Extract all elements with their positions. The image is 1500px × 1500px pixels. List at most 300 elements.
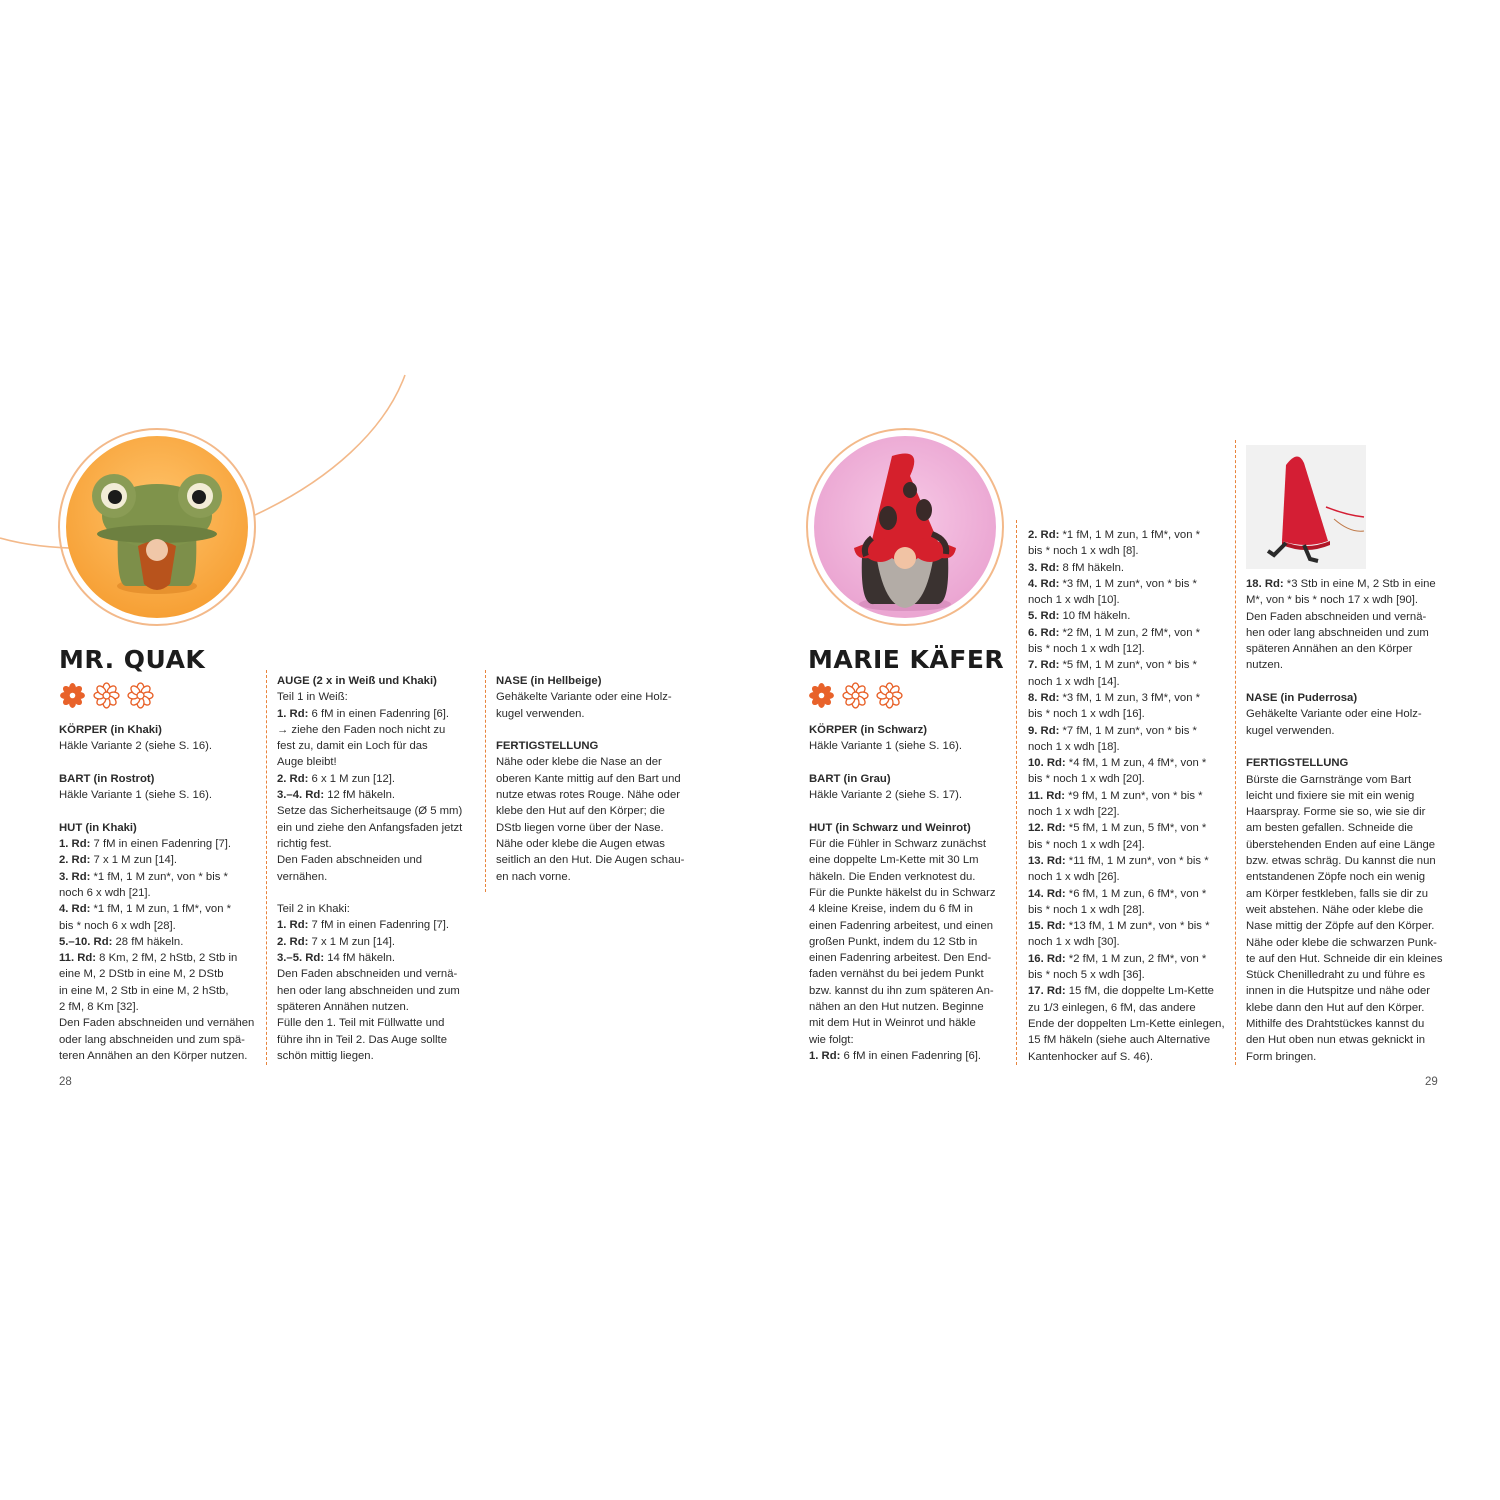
mr-quak-difficulty-rating	[59, 682, 154, 709]
line-text: 28 fM häkeln.	[112, 935, 184, 948]
round-instruction	[59, 950, 259, 966]
paragraph-gap	[1246, 739, 1446, 755]
text-line	[1028, 771, 1228, 787]
line-text: 15 fM, die doppelte Lm-Kette	[1065, 985, 1214, 998]
flower-outline-icon	[842, 682, 869, 709]
text-line	[1246, 625, 1446, 641]
line-text: bis * noch 1 x wdh [8].	[1028, 545, 1139, 558]
marie-kaefer-difficulty-rating	[808, 682, 903, 709]
text-line	[277, 836, 477, 852]
line-text: bis * noch 1 x wdh [24].	[1028, 838, 1145, 851]
line-text: teren Annähen an den Körper nutzen.	[59, 1049, 248, 1062]
text-line	[1246, 609, 1446, 625]
round-instruction	[277, 950, 477, 966]
text-line	[1028, 837, 1228, 853]
round-label: 5.–10. Rd:	[59, 935, 113, 948]
round-label: 3.–5. Rd:	[277, 952, 325, 965]
round-label: 3. Rd:	[59, 870, 91, 883]
line-text: eine doppelte Lm-Kette mit 30 Lm	[809, 854, 979, 867]
text-line	[1246, 886, 1446, 902]
line-text: nähen an den Hut nutzen. Beginne	[809, 1001, 984, 1014]
text-line	[1246, 657, 1446, 673]
line-text: *7 fM, 1 M zun*, von * bis *	[1059, 724, 1197, 737]
round-instruction	[1028, 853, 1228, 869]
line-text: klebe dann den Hut auf den Körper.	[1246, 1001, 1425, 1014]
text-line	[1246, 772, 1446, 788]
line-text: → ziehe den Faden noch nicht zu	[277, 723, 446, 736]
section-heading: NASE (in Hellbeige)	[496, 675, 602, 687]
section-heading: NASE (in Puderrosa)	[1246, 692, 1358, 705]
line-text: Teil 2 in Khaki:	[277, 903, 350, 916]
round-instruction	[1028, 886, 1228, 902]
line-text: fest zu, damit ein Loch für das	[277, 740, 428, 753]
text-line	[59, 983, 259, 999]
line-text: oberen Kante mittig auf den Bart und	[496, 772, 681, 785]
round-label: 1. Rd:	[277, 919, 309, 932]
round-label: 12. Rd:	[1028, 822, 1066, 835]
line-text: hen oder lang abschneiden und zum	[1246, 626, 1429, 639]
line-text: *3 fM, 1 M zun, 3 fM*, von *	[1059, 691, 1201, 704]
line-text: Nähe oder klebe die Augen etwas	[496, 837, 665, 850]
line-text: *6 fM, 1 M zun, 6 fM*, von *	[1065, 887, 1207, 900]
line-text: Auge bleibt!	[277, 756, 337, 769]
round-instruction	[1028, 951, 1228, 967]
text-line	[809, 852, 1009, 868]
round-instruction	[59, 852, 259, 868]
round-label: 4. Rd:	[1028, 577, 1060, 590]
round-instruction	[1028, 608, 1228, 624]
round-label: 15. Rd:	[1028, 920, 1066, 933]
text-line	[1246, 788, 1446, 804]
text-line	[1246, 723, 1446, 739]
text-line	[1246, 1032, 1446, 1048]
line-text: bis * noch 1 x wdh [28].	[1028, 903, 1145, 916]
text-line	[1246, 853, 1446, 869]
text-line	[809, 836, 1009, 852]
round-label: 3. Rd:	[1028, 561, 1060, 574]
column-divider	[266, 670, 267, 1065]
round-instruction	[1028, 576, 1228, 592]
text-line	[496, 787, 696, 803]
round-instruction	[1028, 755, 1228, 771]
text-line	[1246, 967, 1446, 983]
text-line	[277, 754, 477, 770]
line-text: te auf den Hut. Schneide dir ein kleines	[1246, 952, 1443, 965]
text-line	[1246, 1016, 1446, 1032]
marie-kaefer-column-2	[1028, 527, 1228, 1065]
paragraph-gap	[1246, 674, 1446, 690]
line-text: 7 x 1 M zun [14].	[308, 935, 396, 948]
text-line	[496, 754, 696, 770]
text-line	[277, 722, 477, 738]
line-text: noch 1 x wdh [10].	[1028, 594, 1120, 607]
text-line	[809, 934, 1009, 950]
line-text: DStb liegen vorne über der Nase.	[496, 821, 664, 834]
round-label: 14. Rd:	[1028, 887, 1066, 900]
line-text: mit dem Hut in Weinrot und häkle	[809, 1017, 976, 1030]
flower-outline-icon	[127, 682, 154, 709]
text-line	[277, 852, 477, 868]
text-line	[277, 803, 477, 819]
text-line	[1028, 967, 1228, 983]
text-line	[277, 1032, 477, 1048]
text-line	[496, 803, 696, 819]
round-instruction	[809, 1048, 1009, 1064]
mr-quak-photo	[66, 436, 248, 618]
line-text: oder lang abschneiden und zum spä-	[59, 1033, 245, 1046]
line-text: *2 fM, 1 M zun, 2 fM*, von *	[1059, 626, 1201, 639]
text-line	[809, 1015, 1009, 1031]
line-text: Kantenhocker auf S. 46).	[1028, 1050, 1153, 1063]
text-line	[809, 966, 1009, 982]
line-text: späteren Annähen nutzen.	[277, 1000, 409, 1013]
text-line	[59, 1032, 259, 1048]
line-text: *3 fM, 1 M zun*, von * bis *	[1059, 577, 1197, 590]
line-text: in eine M, 2 Stb in eine M, 2 hStb,	[59, 984, 229, 997]
text-line	[809, 1032, 1009, 1048]
line-text: kugel verwenden.	[496, 707, 585, 720]
text-line	[1246, 820, 1446, 836]
line-text: vernähen.	[277, 870, 328, 883]
line-text: innen in die Hutspitze und nähe oder	[1246, 985, 1431, 998]
text-line	[1028, 1049, 1228, 1065]
line-text: Mithilfe des Drahtstückes kannst du	[1246, 1018, 1425, 1031]
line-text: einen Fadenring arbeitest, und einen	[809, 919, 994, 932]
line-text: *5 fM, 1 M zun*, von * bis *	[1059, 659, 1197, 672]
round-label: 9. Rd:	[1028, 724, 1060, 737]
round-label: 3.–4. Rd:	[277, 789, 325, 802]
paragraph-gap	[59, 755, 259, 771]
text-line	[1028, 674, 1228, 690]
line-text: *2 fM, 1 M zun, 2 fM*, von *	[1065, 952, 1207, 965]
section-heading: KÖRPER (in Khaki)	[59, 724, 162, 736]
line-text: bis * noch 1 x wdh [12].	[1028, 643, 1145, 656]
section-heading: HUT (in Khaki)	[59, 821, 137, 834]
round-instruction	[59, 836, 259, 852]
round-label: 1. Rd:	[59, 838, 91, 851]
round-instruction	[1028, 560, 1228, 576]
line-text: kugel verwenden.	[1246, 724, 1335, 737]
round-instruction	[277, 917, 477, 933]
paragraph-gap	[809, 803, 1009, 819]
text-line	[1028, 869, 1228, 885]
line-text: bis * noch 1 x wdh [16].	[1028, 708, 1145, 721]
line-text: noch 1 x wdh [18].	[1028, 740, 1120, 753]
round-instruction	[1028, 983, 1228, 999]
line-text: häkeln. Die Enden verknotest du.	[809, 870, 976, 883]
flower-outline-icon	[93, 682, 120, 709]
text-line	[496, 836, 696, 852]
text-line	[1028, 543, 1228, 559]
marie-kaefer-column-3	[1246, 576, 1446, 1065]
line-text: en nach vorne.	[496, 870, 571, 883]
line-text: noch 1 x wdh [30].	[1028, 936, 1120, 949]
line-text: *1 fM, 1 M zun, 1 fM*, von *	[90, 903, 232, 916]
line-text: Nähe oder klebe die schwarzen Punk-	[1246, 936, 1437, 949]
line-text: Den Faden abschneiden und vernä-	[277, 968, 458, 981]
section-heading: KÖRPER (in Schwarz)	[809, 724, 928, 736]
round-label: 2. Rd:	[277, 772, 309, 785]
round-instruction	[1028, 657, 1228, 673]
mr-quak-photo-frame	[58, 428, 256, 626]
text-line	[496, 689, 696, 705]
section-heading: FERTIGSTELLUNG	[1246, 757, 1349, 770]
text-line	[1028, 641, 1228, 657]
round-label: 11. Rd:	[59, 952, 97, 965]
text-line	[809, 983, 1009, 999]
text-line	[1246, 902, 1446, 918]
line-text: klebe den Hut auf den Körper; die	[496, 805, 665, 818]
round-label: 2. Rd:	[277, 935, 309, 948]
line-text: bis * noch 1 x wdh [20].	[1028, 773, 1145, 786]
round-label: 13. Rd:	[1028, 854, 1066, 867]
line-text: richtig fest.	[277, 837, 332, 850]
round-label: 2. Rd:	[1028, 529, 1060, 541]
red-hat-image	[1246, 445, 1366, 569]
round-instruction	[59, 901, 259, 917]
paragraph-gap	[277, 885, 477, 901]
line-text: führe ihn in Teil 2. Das Auge sollte	[277, 1033, 447, 1046]
text-line	[277, 901, 477, 917]
line-text: 7 fM in einen Fadenring [7].	[308, 919, 450, 932]
line-text: weit abstehen. Nähe oder klebe die	[1246, 903, 1424, 916]
line-text: 2 fM, 8 Km [32].	[59, 1001, 139, 1014]
line-text: *4 fM, 1 M zun, 4 fM*, von *	[1065, 757, 1207, 770]
text-line	[496, 852, 696, 868]
line-text: bis * noch 5 x wdh [36].	[1028, 969, 1145, 982]
gnome-figure-image	[814, 436, 996, 618]
line-text: noch 1 x wdh [22].	[1028, 806, 1120, 819]
column-divider	[485, 670, 486, 892]
line-text: Häkle Variante 1 (siehe S. 16).	[809, 740, 963, 753]
line-text: Form bringen.	[1246, 1050, 1317, 1063]
line-text: Häkle Variante 2 (siehe S. 16).	[59, 740, 213, 753]
line-text: großen Punkt, indem du 12 Stb in	[809, 935, 978, 948]
text-line	[809, 787, 1009, 803]
line-text: *13 fM, 1 M zun*, von * bis *	[1065, 920, 1210, 933]
round-label: 1. Rd:	[809, 1049, 841, 1062]
line-text: *1 fM, 1 M zun*, von * bis *	[90, 870, 228, 883]
text-line	[1246, 1000, 1446, 1016]
text-line	[809, 918, 1009, 934]
line-text: 14 fM häkeln.	[324, 952, 396, 965]
line-text: seitlich an den Hut. Die Augen schau-	[496, 854, 685, 867]
line-text: wie folgt:	[809, 1033, 854, 1046]
text-line	[277, 869, 477, 885]
text-line	[1246, 804, 1446, 820]
text-line	[277, 983, 477, 999]
text-line	[1246, 837, 1446, 853]
text-line	[277, 966, 477, 982]
line-text: zu 1/3 einlegen, 6 fM, das andere	[1028, 1001, 1196, 1014]
line-text: bis * noch 6 x wdh [28].	[59, 919, 176, 932]
round-label: 11. Rd:	[1028, 789, 1066, 802]
line-text: bzw. kannst du ihn zum späteren An-	[809, 984, 994, 997]
round-instruction	[1028, 690, 1228, 706]
round-instruction	[277, 771, 477, 787]
line-text: Für die Punkte häkelst du in Schwarz	[809, 886, 996, 899]
line-text: späteren Annähen an den Körper	[1246, 643, 1413, 656]
text-line	[1246, 1049, 1446, 1065]
round-label: 6. Rd:	[1028, 626, 1060, 639]
line-text: Den Faden abschneiden und vernähen	[59, 1017, 255, 1030]
marie-kaefer-photo	[814, 436, 996, 618]
text-line	[1246, 951, 1446, 967]
line-text: entstandenen Zöpfe noch ein wenig	[1246, 871, 1426, 884]
text-line	[809, 950, 1009, 966]
text-line	[59, 885, 259, 901]
text-line	[277, 689, 477, 705]
round-instruction	[1028, 527, 1228, 543]
text-line	[277, 738, 477, 754]
line-text: am besten gefallen. Schneide die	[1246, 822, 1414, 835]
line-text: bzw. etwas schräg. Du kannst die nun	[1246, 855, 1436, 868]
round-label: 8. Rd:	[1028, 691, 1060, 704]
text-line	[1028, 1000, 1228, 1016]
round-label: 17. Rd:	[1028, 985, 1066, 998]
round-instruction	[1028, 788, 1228, 804]
paragraph-gap	[496, 722, 696, 738]
mr-quak-column-3	[496, 673, 696, 885]
text-line	[277, 820, 477, 836]
section-heading: AUGE (2 x in Weiß und Khaki)	[277, 675, 437, 687]
section-heading: BART (in Grau)	[809, 772, 891, 785]
paragraph-gap	[809, 755, 1009, 771]
text-line	[277, 1015, 477, 1031]
red-hat-photo	[1246, 445, 1366, 569]
marie-kaefer-photo-frame	[806, 428, 1004, 626]
section-heading: BART (in Rostrot)	[59, 772, 155, 785]
line-text: 10 fM häkeln.	[1059, 610, 1131, 623]
line-text: Setze das Sicherheitsauge (Ø 5 mm)	[277, 805, 463, 818]
line-text: Für die Fühler in Schwarz zunächst	[809, 838, 987, 851]
text-line	[1246, 918, 1446, 934]
line-text: 6 fM in einen Fadenring [6].	[840, 1049, 982, 1062]
line-text: leicht und fixiere sie mit ein wenig	[1246, 789, 1415, 802]
line-text: hen oder lang abschneiden und zum	[277, 984, 460, 997]
text-line	[59, 738, 259, 754]
line-text: Den Faden abschneiden und	[277, 854, 423, 867]
text-line	[1246, 869, 1446, 885]
round-instruction	[277, 787, 477, 803]
text-line	[59, 1015, 259, 1031]
line-text: Häkle Variante 2 (siehe S. 17).	[809, 789, 963, 802]
mr-quak-title: MR. QUAK	[59, 645, 206, 674]
round-label: 5. Rd:	[1028, 610, 1060, 623]
text-line	[1028, 902, 1228, 918]
paragraph-gap	[59, 803, 259, 819]
text-line	[1246, 983, 1446, 999]
line-text: 6 x 1 M zun [12].	[308, 772, 396, 785]
text-line	[1028, 592, 1228, 608]
line-text: *5 fM, 1 M zun, 5 fM*, von *	[1065, 822, 1207, 835]
line-text: 12 fM häkeln.	[324, 789, 396, 802]
line-text: *11 fM, 1 M zun*, von * bis *	[1065, 854, 1209, 867]
page-number-left: 28	[59, 1076, 72, 1088]
round-label: 4. Rd:	[59, 903, 91, 916]
text-line	[496, 706, 696, 722]
flower-filled-icon	[808, 682, 835, 709]
text-line	[1028, 739, 1228, 755]
line-text: faden vernähst du bei jedem Punkt	[809, 968, 984, 981]
line-text: Nase mittig der Zöpfe auf den Körper.	[1246, 920, 1435, 933]
round-instruction	[59, 934, 259, 950]
line-text: Nähe oder klebe die Nase an der	[496, 756, 662, 769]
text-line	[1246, 592, 1446, 608]
line-text: Fülle den 1. Teil mit Füllwatte und	[277, 1017, 445, 1030]
text-line	[809, 901, 1009, 917]
round-label: 2. Rd:	[59, 854, 91, 867]
round-instruction	[1028, 820, 1228, 836]
page-number-right: 29	[1425, 1076, 1438, 1088]
text-line	[809, 999, 1009, 1015]
round-label: 16. Rd:	[1028, 952, 1066, 965]
marie-kaefer-title: MARIE KÄFER	[808, 645, 1005, 674]
text-line	[1246, 935, 1446, 951]
section-heading: HUT (in Schwarz und Weinrot)	[809, 821, 971, 834]
text-line	[1028, 934, 1228, 950]
column-divider	[1235, 440, 1236, 1065]
text-line	[59, 918, 259, 934]
line-text: ein und ziehe den Anfangsfaden jetzt	[277, 821, 463, 834]
line-text: 4 kleine Kreise, indem du 6 fM in	[809, 903, 973, 916]
line-text: Gehäkelte Variante oder eine Holz-	[496, 691, 672, 704]
line-text: den Hut oben nun etwas geknickt in	[1246, 1034, 1425, 1047]
line-text: nutzen.	[1246, 659, 1284, 672]
mr-quak-column-2	[277, 673, 477, 1064]
text-line	[59, 966, 259, 982]
line-text: Häkle Variante 1 (siehe S. 16).	[59, 789, 213, 802]
text-line	[1028, 1016, 1228, 1032]
text-line	[1028, 1032, 1228, 1048]
line-text: 15 fM häkeln (siehe auch Alternative	[1028, 1034, 1211, 1047]
line-text: noch 1 x wdh [14].	[1028, 675, 1120, 688]
line-text: 7 fM in einen Fadenring [7].	[90, 838, 232, 851]
text-line	[809, 869, 1009, 885]
mr-quak-column-1	[59, 722, 259, 1064]
round-instruction	[1028, 723, 1228, 739]
round-instruction	[1028, 918, 1228, 934]
round-label: 1. Rd:	[277, 707, 309, 720]
line-text: 6 fM in einen Fadenring [6].	[308, 707, 450, 720]
text-line	[496, 869, 696, 885]
text-line	[59, 787, 259, 803]
round-instruction	[277, 934, 477, 950]
line-text: 7 x 1 M zun [14].	[90, 854, 178, 867]
round-instruction	[59, 869, 259, 885]
line-text: einen Fadenring arbeitest. Den End-	[809, 952, 992, 965]
text-line	[1246, 706, 1446, 722]
text-line	[1246, 641, 1446, 657]
line-text: 8 fM häkeln.	[1059, 561, 1125, 574]
line-text: am Körper festkleben, falls sie dir zu	[1246, 887, 1429, 900]
frog-figure-image	[66, 436, 248, 618]
line-text: Gehäkelte Variante oder eine Holz-	[1246, 708, 1422, 721]
round-instruction	[1028, 625, 1228, 641]
line-text: Den Faden abschneiden und vernä-	[1246, 610, 1427, 623]
round-label: 10. Rd:	[1028, 757, 1066, 770]
line-text: noch 6 x wdh [21].	[59, 886, 151, 899]
line-text: eine M, 2 DStb in eine M, 2 DStb	[59, 968, 224, 981]
line-text: Teil 1 in Weiß:	[277, 691, 348, 704]
text-line	[59, 999, 259, 1015]
text-line	[809, 738, 1009, 754]
text-line	[277, 1048, 477, 1064]
line-text: M*, von * bis * noch 17 x wdh [90].	[1246, 594, 1419, 607]
flower-outline-icon	[876, 682, 903, 709]
text-line	[1028, 706, 1228, 722]
column-divider	[1016, 520, 1017, 1065]
